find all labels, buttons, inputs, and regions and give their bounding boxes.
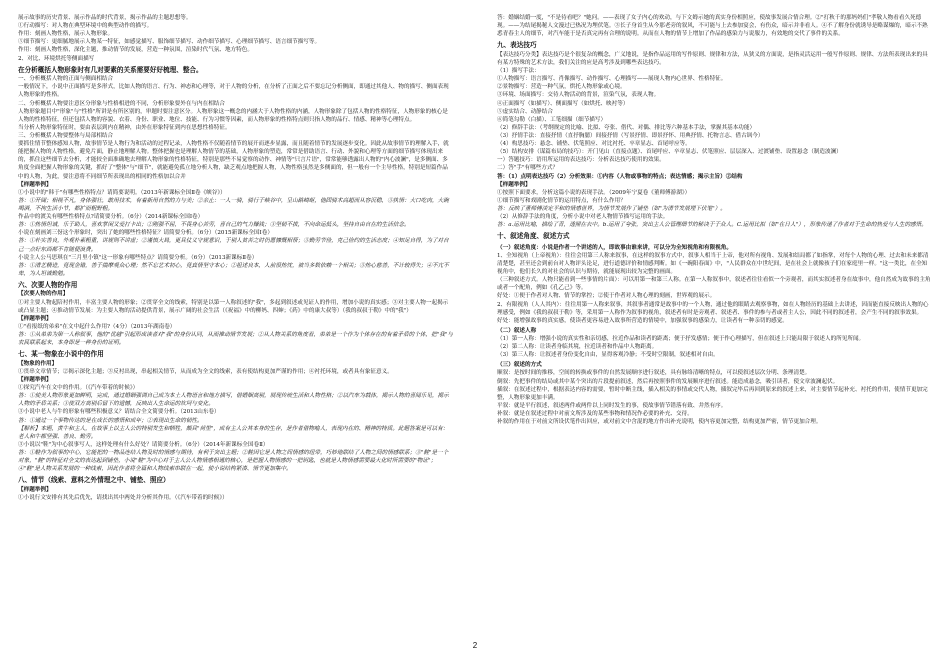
right-column-paragraph: 【表达技巧分类】表达技巧是个很复杂的概念，广义地说，是指作品运用的写作原则、规律和方法，从狭义的方面说，是指灵活运用一般写作原则、规律、方法所表现出来的具有某方特殊的艺术方法，我们关注的应是高考涉及到哪些表达技巧。 — [497, 51, 928, 66]
right-column-paragraph: ④正面描写（如描写）、侧面描写（如烘托、映衬等） — [497, 100, 629, 107]
left-column-paragraph: ⑤细节描写：更细腻地展示人物某一特征，如感觉描写、服饰细节描写、动作细节描写、心理细节描写、语言细节描写等。 — [18, 39, 321, 46]
right-column-paragraph: （2）第二人称：让读者身临其境，拉近读者和作品中人物距离。 — [497, 344, 658, 351]
left-column-paragraph: 要抓住情节整体感知人物，故事情节是人物行为和活动的过程记录，人物性格不仅随着情节的展开而逐步显露，而且随着情节的发展逐步变化。因此从故事情节的理解入手，就能把握人物的人物性格，避免片面，静止地理解人物。整体把握也是理解人物情节的基础，人物形象的塑造，常常是借助语言、行动、外貌和心理等方面的细节描写体现出来的，抓住这些细节去分析，才能较全面准确地去理解人物形象的性格特征，特别是那些不易觉察的动作、神情等"只言片语"，常常能够透露出人物的"内心波澜"，是多侧面、多角度全面把握人物形象的关键，抓好了"整体"与"细节"，就能避免孤立地分析人物，缺乏观点地把握人物，人物性格虽然是多侧面的，但一般有一个主导性格，特别是短篇作品中的人物，为此，要注意将不同细节所表现出的相同的性格加以合并 — [18, 141, 449, 180]
left-column-paragraph: 答：①朴实善良，外观朴素粗重，讲规则不讲虚；②谨慎大局，更具仗义守规意识，于别人贫苦之时仍愿慷慨相帮；③勤劳节俭，克己俭约的生活态度；④知足自得，为了对自己一点好东西都不肯随便浪费。 — [18, 238, 449, 253]
left-column-paragraph: 【物象的作用】 — [18, 360, 58, 367]
left-column-paragraph: 作用：刻画人物性格，展示人物形象。 — [18, 31, 114, 38]
right-column-paragraph: 二）答"手"有哪些方式？ — [497, 165, 559, 172]
right-column-paragraph: 顺叙：是按时间的推移，空间的转换或事件的自然发展顺序进行叙述，具有脉络清晰的特点，可以使叙述层次分明、条理清楚。 — [497, 370, 811, 377]
left-column-paragraph: ①对主要人物起陪衬作用，丰富主要人物的形象；②贯穿全文的线索，特别是以第一人称叙述的"我"，多起到叙述或见证人的作用，增加小说的真实感；③对主要人物一起揭示或凸显主题；④推动情节发展：为主要人物的活动提供背景，展示广阔的社会生活（《祝福》中的柳妈、四婶；《药》中的康大叔等）（我的叔叔于勒》中的"我"） — [18, 299, 449, 314]
left-column-paragraph: 小说主人公马思琪在"三月里小镇"这一形象有哪些特点？请简要分析。（6分）（2013新课标Ⅱ卷） — [18, 254, 258, 261]
left-column-paragraph: ①探究汽车在文中的作用。（《汽车带着的时候》） — [18, 385, 139, 392]
right-column-paragraph: ⑥简笔勾勒（白描）、工笔细描（细节描写） — [497, 116, 607, 123]
page-number: 2 — [472, 641, 478, 650]
right-column-paragraph: 答：反映了董师傅淡定平和的情感世界，为情节发展作了铺垫（如"为清节发展埋下伏笔"）。 — [497, 205, 726, 212]
right-column-paragraph: （2）修辞手法：（考纲规定的比喻、比拟、夸张、借代、对偶、排比等六种基本手法，掌握其基本功能） — [497, 124, 756, 131]
left-column-paragraph: 答：①使美人物形象更加鲜明，完成，通过婚姻强调自己成为本土人物语言和地方描写，借婚姻离别，展现传统生活和人物性格；②以汽车为载体，揭示人物的喜闻乐见，揭示人物的矛盾关系；③使双方离别后留下的遗憾，反映出人生命运的坎坷与变化。 — [18, 393, 449, 408]
left-column-paragraph: ①贯串文章情节；②揭示深化主题；③反衬出现，串起相关情节，从而成为全文的线索，表有使结构更加严谨的作用；④衬托环境，或者具有象征意义。 — [18, 368, 393, 375]
right-column-paragraph: 补叙的作用在于对前文所设伏笔作出回应，或对前文中含混的地方作出补充说明，使内容更加完整，结构更加严密，情节更加合理。 — [497, 419, 822, 426]
right-column-paragraph: 【样题举例】 — [497, 181, 531, 188]
right-column-paragraph: 答：（1）点明表达技巧（2）分析效果：①内容（人物或事物的特点；表达情感；揭示主旨）②结构 — [497, 173, 743, 180]
right-column-paragraph: （5）结构安排（谋篇布局的技巧）：开门见山（直接点题）、首尾呼应、卒章显志、伏笔照应、层层深入、过渡铺垫、设置悬念（制造波澜） — [497, 149, 842, 156]
left-column-paragraph: 三、分析概括人物要整体与局部相结合 — [18, 132, 114, 139]
left-column-paragraph: 【样题举例】 — [18, 377, 52, 384]
right-column-paragraph: （4）构思技巧：悬念、铺垫、伏笔照应、对比衬托、卒章显志、首尾呼应等。 — [497, 141, 691, 148]
left-column-paragraph: 二、分析概括人物要注意区分形象与性格相进的不同，分析形象要外在与内在相结合 — [18, 100, 225, 107]
left-column-paragraph: 在分析概括人物形象时有几对要素的关系需要好好梳理、整合。 — [18, 65, 203, 74]
right-column-paragraph: 答：婚姻结婚一度，"不是待看吧？"她问。——表现了女子内心的欢动，与下文姆示她的真实身份相照应，使故事发展合情合理。②"打秋千的那妈妈们"孝敬人物看看久死德现。——为结尾揭秘人文漫过已热况为埋伏笔。③长子身首生从今那老旁的叙风，不可能与上去参加宴会，有伤众，暗示并非看人。④不了解身份就诱导是略谋爆的，暗示不熟悉青春主人的细节，对汽车能于是否真完再有合理的说明。从而在人物的情节上增加了作品的感染力与说服力，有效地的交代了事件的关系。 — [497, 15, 928, 38]
right-column-paragraph: 好处：①便于作者对人物、情节的掌控；②使于作者对人物心理的刻画，世界观的展示。 — [497, 293, 716, 300]
right-column-paragraph: 倒叙：先把事件的结局或其中某个突出的片段提前叙述，然后再按照事件的发展顺序进行叙述。能造成悬念，吸引读者，使文章波澜起伏。 — [497, 378, 839, 385]
left-column-paragraph: 【解析】本题，黄牛和主人，在故事上以主人公的特别发生和牺牲，颇具"荷里"，成有主人公其本身的生存，是作者借物喻人，表现内在的、精神的特质。此题答案是可以有：老人和牛都坚强、善良、勤劳。 — [18, 425, 449, 440]
right-column-paragraph: （一）叙述角度：小说是作者一个讲述的人，即故事由谁来讲，可以分为全知视角和有限视角。 — [497, 244, 732, 251]
right-column-paragraph: （1）描写手法： — [497, 68, 540, 75]
right-column-paragraph: （3）第三人称：让叙述者身份变化自由，显得客观冷静；不受时空限制，叙述相对自由。 — [497, 352, 719, 359]
left-column-paragraph: 2、对比、环境烘托等侧面描写 — [18, 55, 95, 62]
right-column-paragraph: 1、全知视角（上帝视角）：往往会用第三人称来叙事，在这样的叙事方式中，叙事人相当于上帝，他对所有视角、发展和结局都了如指掌，对每个人物的心理、过去和未来都清清楚楚，甚至还会到前台对人物评头论足，进行道德评价和情感判断。如《一碗阳春面》中，"人民群众在中世纪间，是在社会上就像孩子们在家庭里一样。"这一类比，在全知视角中，他们长久的对社会的认识与期待，就能展现出较为完整的画面。 — [497, 252, 929, 276]
left-column — [18, 14, 453, 634]
left-column-paragraph: 一、分析概括人物的正面与侧面相结合 — [18, 76, 114, 83]
right-column-paragraph: 答：a.运用比喻，描绘了青，透照在衣中。b.运用了夸张，突出主人公管理细节的秘诀于于众人。C.运用比拟（如"在日人"），形象传递了作者对于生命的热爱与人生的感悟。 — [497, 222, 927, 229]
left-column-paragraph: 七、某一物象在小说中的作用 — [18, 350, 104, 359]
right-column-paragraph: （二）叙述人称 — [497, 327, 537, 334]
left-column-paragraph: 答：①从弟弟为第一人称叙事，他的"优越"引起形成读者对"我"的身份认同，从而推动情节发展；②从人物关系的角度看，弟弟是一个作为个体存在的有着矛盾的个体，把"我"与农民联系起来，本身即是一种身份的证明。 — [18, 332, 453, 347]
left-column-paragraph: 【样题举例】 — [18, 315, 52, 322]
left-column-paragraph: ③小说中老人与牛的形象有哪些积极意义？请结合全文简要分析。（2013山东卷） — [18, 409, 220, 416]
right-column-paragraph: （三）叙述的方式 — [497, 362, 542, 369]
right-column-paragraph: 平叙：就是平行叙述，叙述两件或两件以上同时发生的事，使故事情节错落有致、井然有序。 — [497, 402, 727, 409]
right-column-paragraph: 补叙：就是在叙述过程中对前文所涉及的某些事物和情况作必要的补充、交待。 — [497, 411, 693, 418]
right-column-paragraph: ②景物描写：营造一种气氛，烘托人物形象或心境。 — [497, 84, 626, 91]
right-column-paragraph: ①细节描写和戏剧化情节的运用特点，有什么作用？ — [497, 197, 626, 204]
left-column-paragraph: 六、次要人物的作用 — [18, 280, 78, 289]
right-column-paragraph: （三种叙述方式。人物只能看到一些事情的片面）：可以用第一和第三人称。在第一人称叙事中，叙述者往往看似一个旁观者，而其实叙述者身在故事中，他自然成为故事的主角或者一个配角，例如《孔乙己》等。 — [497, 277, 931, 292]
left-column-paragraph: 展示故事的历史背景、展示作品的时代背景，揭示作品的主题思想等。 — [18, 15, 192, 21]
right-column-paragraph: （3）抒情手法：直接抒情（直抒胸臆）间接抒情（写景抒情、即景抒怀、用典抒情、托物言志、借古讽今） — [497, 132, 764, 139]
right-column-paragraph: ⑤虚实结合、动静结合 — [497, 108, 553, 115]
left-column-paragraph: ①小说中的"韩于"有哪些性格特点？请简要说明。（2013年新课标全国Ⅱ卷《峡谷》） — [18, 189, 226, 196]
right-column-paragraph: ①人物描写：语言描写、肖像描写、动作描写、心理描写——展现人物内心世界、性格特征。 — [497, 76, 727, 83]
left-column-paragraph: ③小说以"鞋"为中心叙事写人，这样处理有什么好处？请简要分析。（6分）（2014年新课标全国卷Ⅱ） — [18, 441, 269, 448]
right-column-paragraph: 十、叙述角度、叙述方式 — [497, 232, 570, 241]
left-column-paragraph: 一般情况下，小说中正面描写是多形式，比如人物的语言、行为、神态和心理等，对于人物的分析，在分析了正面之后不要忘记分析侧面，即通过其他人、物的描写、侧面表现人物形象的性格。 — [18, 84, 449, 99]
left-column-paragraph: 答：①通过一个事物传达的是在成长的感悟和成年；②表现出生命的韧性。 — [18, 417, 203, 424]
right-column-paragraph: 好处：能增强故事的真实感，使读者更容易进入故事所营造的情境中，加强叙事的感染力，让读者有一种亲切的感觉。 — [497, 317, 788, 324]
right-column-paragraph: 2、有限视角（人人其内）：往往用第一人称来叙事，其叙事者通常是故事中的一个人物，通过他的眼睛去观察事物，如在人物经历的基础上去讲述，因而能直接反映出人物的心理感受，例如《我的叔叔于勒》等，采用第一人称作为叙事的视角，叙述者有时是旁观者、叙述者、事件的参与者或者主人公，因此不同的叙述者，会产生不同的叙事效果。 — [497, 301, 929, 316]
left-column-paragraph: ①"看报纸的弟弟"在文中起什么作用?（4分）（2013年湖南卷） — [18, 323, 176, 330]
left-column-paragraph: 【次要人物的作用】 — [18, 291, 69, 298]
right-column-paragraph: （2）从修辞手法的角度，分析小说中对老人物情节描写运用的手法。 — [497, 214, 669, 221]
left-column-paragraph: 八、情节（线索、意料之外情理之中、铺垫、照应） — [18, 476, 170, 485]
left-column-paragraph: 答：①鞋作为叙事的中心，它能把的一物品连结人物及时的情感与期待，有利于突出主题；②鞋因它是人物之间情感的纽带，巧妙地联结了人物之间的情感联系；③"鞋"是一个对象，"鞋"的特征对全文的表达起到铺垫，小说"鞋"为中心对于主人公人物情感相通的核心，是把握人物情感的一把钥匙，也就是人物情感需要最大化时所需要的"物证"；④"鞋"是人物关系发展的一种线索，因此作者将全篇和人物线索串联在一起，使小说结构紧凑、情节更加集中。 — [18, 450, 449, 473]
left-column-paragraph: 小说在刻画刘三伢这个形象时，突出了她的哪些性格特征？请简要分析。（6分）（2015新课标全国Ⅰ卷） — [18, 230, 273, 237]
left-column-paragraph: 答：①开阔；相视不凡，身体强壮，敢用技术，有着新用自然的力与美；②亲止：一人一骑，骑行于峡谷中，呈山路崎岖，他固骑术高超而从容沉稳，③执情：大口吃肉，大碗喝酒，不拘生活小节，都扩而粗野粗。 — [18, 197, 449, 212]
right-column-paragraph: 九、表达技巧 — [497, 41, 537, 50]
left-column-paragraph: 【样题举例】 — [18, 181, 52, 188]
left-column-paragraph: ①小说行文安排有其先后优先，请找出其中两处并分析其作用。（《汽车带着的时候》） — [18, 494, 228, 501]
left-column-paragraph: 人物形象题目中"形象"与"性格"所讲是有所区别的，审题时要注意区分。人物形象这一概念的内涵大于人物性格的内涵，人物形象除了包括人物的性格特征，人物形象的核心是人物的性格特征，但还包括人物的容貌、衣着、身份、职业、地位、技能、行为习惯等因素，而人物形象的性格特点则只指人物的品行、情感、精神等心理特点。 — [18, 108, 448, 123]
right-column-paragraph: ③环境、场面描写：交待人物活动的背景，渲染气氛，表现人物。 — [497, 92, 660, 99]
left-column-paragraph: 【样题举例】 — [18, 486, 52, 493]
left-column-paragraph: 答：①热情坦诚，乐于助人，喜欢掌闲又爱打卡出；②刚强不屈，不畏身心苦劳，喜自己的气力赚钱；③坚韧不拔，不向命运低头，坚持自由自在的生活信念。 — [18, 222, 410, 229]
right-column-paragraph: 插叙：在叙述过程中，根据表达内容的需要，暂时中断主线，插入相关的事情或交代人物，插叙完毕后再回到原来的叙述上来，对主要情节起补充、衬托的作用，使情节更加完整，人物形象更加丰满。 — [497, 386, 928, 401]
left-column-paragraph: 作品中的渡关有哪些性格特点?请简要分析。（6分）（2014新课标全国Ⅰ卷） — [18, 214, 204, 221]
right-column-paragraph: 一）答题技巧：语用所运用的表达技巧：分析表达技巧使用的效果。 — [497, 157, 665, 164]
left-column-paragraph: 当分析人物形象特征时，要由表层到内在精神，由外在形象特征到内在思想性格特征。 — [18, 124, 231, 131]
left-column-paragraph: ①行动描写：对人物在典型环境中的典型动作的描写。 — [18, 23, 153, 30]
right-column-paragraph: （1）第一人称：增强小说的真实性和亲切感，拉近作品和读者的距离；便于抒发感情；便于作心理描写，但在叙述上只能局限于叙述人的所见所闻。 — [497, 336, 865, 343]
right-column-paragraph: ①按照下面要求，分析这篇小说的表现手法。（2009年宁夏卷《董师傅游湖》） — [497, 189, 691, 196]
left-column-paragraph: 答：①清艺精进，竟现金错，善于揣摩观众心理；然不忘艺术初心，竟真情坚守本心；②祖述良本，人前很热忱，被当多数依赖一个相关；③热心慈善，不计较得失；④不亢不卑，为人坦诚勤勉。 — [18, 262, 449, 277]
left-column-paragraph: 作用：刻画人物性格，深化主题，推动情节的发展，营造一种氛围，渲染时代气氛、地方特色。 — [18, 47, 253, 54]
right-column — [497, 14, 932, 634]
